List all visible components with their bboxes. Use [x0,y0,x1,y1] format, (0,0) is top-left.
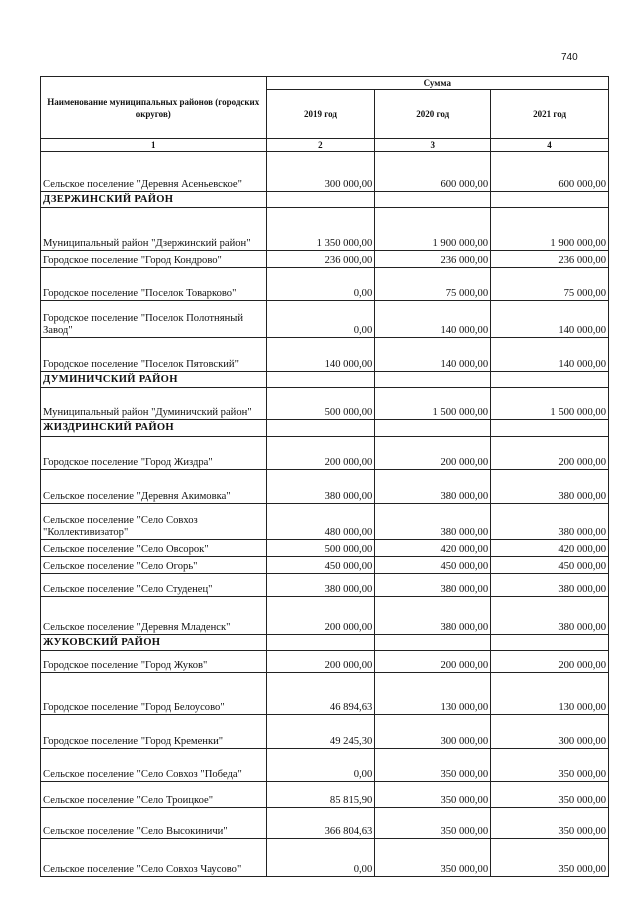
amount-2020: 140 000,00 [375,338,491,372]
amount-2019: 0,00 [266,749,375,782]
table-row [41,388,609,420]
amount-2020: 1 900 000,00 [375,208,491,251]
empty-cell [266,635,375,651]
table-row [41,338,609,372]
settlement-name: Сельское поселение "Деревня Младенск" [41,597,267,635]
empty-cell [375,192,491,208]
amount-2020: 350 000,00 [375,839,491,877]
amount-2021: 200 000,00 [491,437,609,470]
settlement-name: Сельское поселение "Село Троицкое" [41,782,267,808]
amount-2021: 380 000,00 [491,470,609,504]
amount-2021: 140 000,00 [491,338,609,372]
amount-2019: 46 894,63 [266,673,375,715]
amount-2020: 420 000,00 [375,540,491,557]
amount-2021: 380 000,00 [491,574,609,597]
amount-2021: 140 000,00 [491,301,609,338]
district-name: ЖИЗДРИНСКИЙ РАЙОН [41,420,267,437]
table-row [41,597,609,635]
amount-2019: 500 000,00 [266,540,375,557]
amount-2019: 0,00 [266,839,375,877]
amount-2019: 0,00 [266,268,375,301]
amount-2019: 380 000,00 [266,470,375,504]
empty-cell [266,372,375,388]
amount-2019: 300 000,00 [266,152,375,192]
column-index-1: 1 [41,139,267,152]
empty-cell [375,420,491,437]
amount-2019: 366 804,63 [266,808,375,839]
table-body [41,152,609,877]
budget-table-container [40,76,609,877]
settlement-name: Сельское поселение "Деревня Акимовка" [41,470,267,504]
empty-cell [375,635,491,651]
amount-2020: 75 000,00 [375,268,491,301]
district-header-row [41,372,609,388]
empty-cell [491,192,609,208]
table-row [41,839,609,877]
amount-2021: 350 000,00 [491,808,609,839]
budget-table [40,76,609,877]
amount-2019: 49 245,30 [266,715,375,749]
amount-2021: 300 000,00 [491,715,609,749]
empty-cell [491,635,609,651]
amount-2020: 140 000,00 [375,301,491,338]
page-number: 740 [561,52,578,63]
settlement-name: Сельское поселение "Село Совхоз "Победа" [41,749,267,782]
district-name: ДУМИНИЧСКИЙ РАЙОН [41,372,267,388]
table-row [41,749,609,782]
empty-cell [375,372,491,388]
district-header-row [41,420,609,437]
settlement-name: Городское поселение "Город Кондрово" [41,251,267,268]
amount-2021: 236 000,00 [491,251,609,268]
district-name: ЖУКОВСКИЙ РАЙОН [41,635,267,651]
amount-2019: 236 000,00 [266,251,375,268]
amount-2021: 420 000,00 [491,540,609,557]
amount-2021: 1 900 000,00 [491,208,609,251]
amount-2019: 0,00 [266,301,375,338]
settlement-name: Сельское поселение "Село Совхоз "Коллективизатор" [41,504,267,540]
table-row [41,715,609,749]
settlement-name: Муниципальный район "Дзержинский район" [41,208,267,251]
table-row [41,673,609,715]
amount-2021: 350 000,00 [491,749,609,782]
table-row [41,152,609,192]
amount-2020: 350 000,00 [375,808,491,839]
table-row [41,251,609,268]
settlement-name: Сельское поселение "Село Студенец" [41,574,267,597]
amount-2021: 600 000,00 [491,152,609,192]
empty-cell [266,192,375,208]
amount-2020: 200 000,00 [375,437,491,470]
year-header-2020: 2020 год [375,90,491,139]
amount-2020: 236 000,00 [375,251,491,268]
amount-2021: 380 000,00 [491,597,609,635]
amount-2019: 1 350 000,00 [266,208,375,251]
table-row [41,574,609,597]
table-row [41,808,609,839]
year-header-2019: 2019 год [266,90,375,139]
settlement-name: Сельское поселение "Деревня Асеньевское" [41,152,267,192]
amount-2020: 200 000,00 [375,651,491,673]
table-row [41,437,609,470]
amount-2021: 350 000,00 [491,782,609,808]
amount-2021: 75 000,00 [491,268,609,301]
table-row [41,208,609,251]
amount-2019: 380 000,00 [266,574,375,597]
amount-2019: 200 000,00 [266,651,375,673]
year-header-2021: 2021 год [491,90,609,139]
amount-2021: 350 000,00 [491,839,609,877]
amount-2019: 200 000,00 [266,437,375,470]
column-index-4: 4 [491,139,609,152]
table-row [41,557,609,574]
amount-2020: 380 000,00 [375,504,491,540]
empty-cell [491,372,609,388]
amount-2020: 380 000,00 [375,597,491,635]
settlement-name: Городское поселение "Город Жиздра" [41,437,267,470]
column-index-3: 3 [375,139,491,152]
settlement-name: Сельское поселение "Село Высокиничи" [41,808,267,839]
settlement-name: Сельское поселение "Село Овсорок" [41,540,267,557]
amount-2021: 130 000,00 [491,673,609,715]
amount-2019: 85 815,90 [266,782,375,808]
amount-2020: 450 000,00 [375,557,491,574]
amount-2020: 600 000,00 [375,152,491,192]
amount-2020: 300 000,00 [375,715,491,749]
settlement-name: Городское поселение "Поселок Пятовский" [41,338,267,372]
settlement-name: Муниципальный район "Думиничский район" [41,388,267,420]
column-index-2: 2 [266,139,375,152]
district-header-row [41,635,609,651]
table-row [41,540,609,557]
table-row [41,268,609,301]
empty-cell [491,420,609,437]
name-column-header: Наименование муниципальных районов (городских округов) [41,77,267,139]
settlement-name: Сельское поселение "Село Огорь" [41,557,267,574]
amount-2020: 130 000,00 [375,673,491,715]
district-header-row [41,192,609,208]
amount-2019: 140 000,00 [266,338,375,372]
sum-header: Сумма [266,77,608,90]
table-row [41,301,609,338]
amount-2019: 480 000,00 [266,504,375,540]
amount-2019: 500 000,00 [266,388,375,420]
district-name: ДЗЕРЖИНСКИЙ РАЙОН [41,192,267,208]
amount-2021: 200 000,00 [491,651,609,673]
amount-2019: 450 000,00 [266,557,375,574]
table-row [41,504,609,540]
amount-2021: 380 000,00 [491,504,609,540]
amount-2020: 380 000,00 [375,470,491,504]
amount-2020: 1 500 000,00 [375,388,491,420]
amount-2019: 200 000,00 [266,597,375,635]
amount-2020: 350 000,00 [375,782,491,808]
settlement-name: Городское поселение "Город Белоусово" [41,673,267,715]
amount-2020: 350 000,00 [375,749,491,782]
settlement-name: Городское поселение "Город Кременки" [41,715,267,749]
settlement-name: Городское поселение "Поселок Товарково" [41,268,267,301]
table-row [41,470,609,504]
amount-2021: 1 500 000,00 [491,388,609,420]
table-row [41,782,609,808]
table-row [41,651,609,673]
empty-cell [266,420,375,437]
settlement-name: Городское поселение "Город Жуков" [41,651,267,673]
settlement-name: Сельское поселение "Село Совхоз Чаусово" [41,839,267,877]
amount-2021: 450 000,00 [491,557,609,574]
amount-2020: 380 000,00 [375,574,491,597]
settlement-name: Городское поселение "Поселок Полотняный Завод" [41,301,267,338]
